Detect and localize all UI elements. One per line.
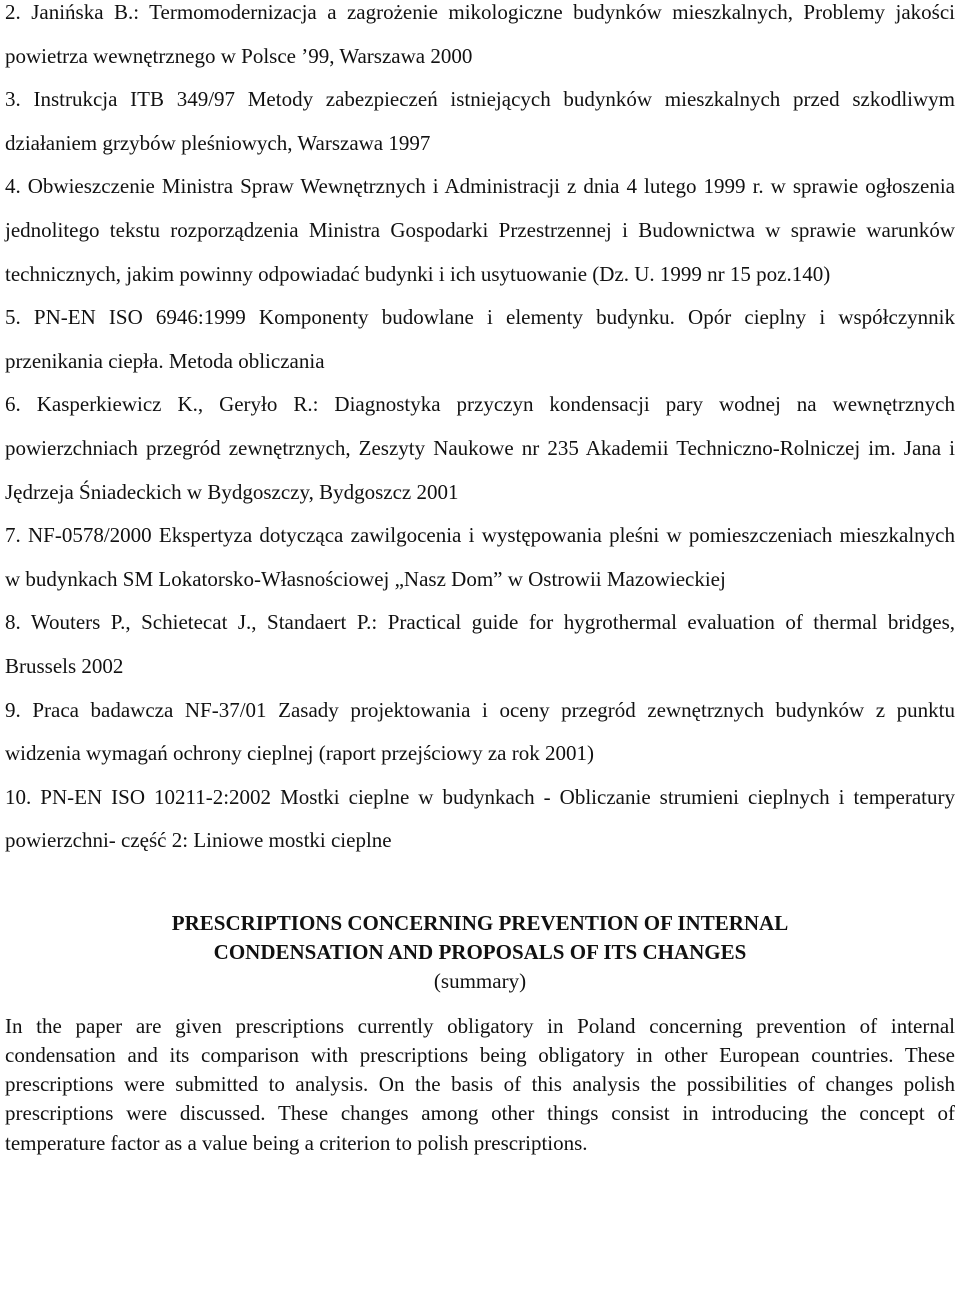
reference-item: 7. NF-0578/2000 Ekspertyza dotycząca zawilgocenia i występowania pleśni w pomieszczeniach mieszkalnych w budynkach SM Lokatorsko-Własnościowej „Nasz Dom” w Ostrowii Mazowieckiej <box>5 523 955 591</box>
reference-item: 5. PN-EN ISO 6946:1999 Komponenty budowlane i elementy budynku. Opór cieplny i współczynnik przenikania ciepła. Metoda obliczania <box>5 305 955 373</box>
reference-item: 6. Kasperkiewicz K., Geryło R.: Diagnostyka przyczyn kondensacji pary wodnej na wewnętrznych powierzchniach przegród zewnętrznych, Zeszyty Naukowe nr 235 Akademii Techniczno-Rolniczej im. Jana i Jędrzeja Śniadeckich w Bydgoszczy, Bydgoszcz 2001 <box>5 392 955 504</box>
summary-body: In the paper are given prescriptions currently obligatory in Poland concerning prevention of internal condensation and its comparison with prescriptions being obligatory in other European countries. These prescriptions were submitted to analysis. On the basis of this analysis the possibilities of changes polish prescriptions were discussed. These changes among other things consist in introducing the concept of temperature factor as a value being a criterion to polish prescriptions. <box>5 1013 955 1155</box>
reference-item: 4. Obwieszczenie Ministra Spraw Wewnętrznych i Administracji z dnia 4 lutego 1999 r. w sprawie ogłoszenia jednolitego tekstu rozporządzenia Ministra Gospodarki Przestrzennej i Budownictwa w sprawie warunków technicznych, jakim powinny odpowiadać budynki i ich usytuowanie (Dz. U. 1999 nr 15 poz.140) <box>5 174 955 286</box>
summary-subtitle: (summary) <box>433 968 527 993</box>
reference-item: 9. Praca badawcza NF-37/01 Zasady projektowania i oceny przegród zewnętrznych budynków z punktu widzenia wymagań ochrony cieplnej (raport przejściowy za rok 2001) <box>5 697 955 766</box>
reference-item: 2. Janińska B.: Termomodernizacja a zagrożenie mikologiczne budynków mieszkalnych, Problemy jakości powietrza wewnętrznego w Polsce ’99, Warszawa 2000 <box>5 0 955 68</box>
reference-item: 8. Wouters P., Schietecat J., Standaert P.: Practical guide for hygrothermal evaluation of thermal bridges, Brussels 2002 <box>5 610 955 678</box>
document-page <box>5 0 955 1158</box>
summary-title-line-1: PRESCRIPTIONS CONCERNING PREVENTION OF INTERNAL <box>171 910 789 935</box>
summary-title <box>5 909 955 967</box>
reference-item: 3. Instrukcja ITB 349/97 Metody zabezpieczeń istniejących budynków mieszkalnych przed szkodliwym działaniem grzybów pleśniowych, Warszawa 1997 <box>5 87 955 155</box>
reference-list <box>5 0 955 863</box>
reference-item: 10. PN-EN ISO 10211-2:2002 Mostki cieplne w budynkach - Obliczanie strumieni cieplnych i temperatury powierzchni- część 2: Liniowe mostki cieplne <box>5 784 955 853</box>
summary-title-line-2: CONDENSATION AND PROPOSALS OF ITS CHANGES <box>213 939 747 964</box>
